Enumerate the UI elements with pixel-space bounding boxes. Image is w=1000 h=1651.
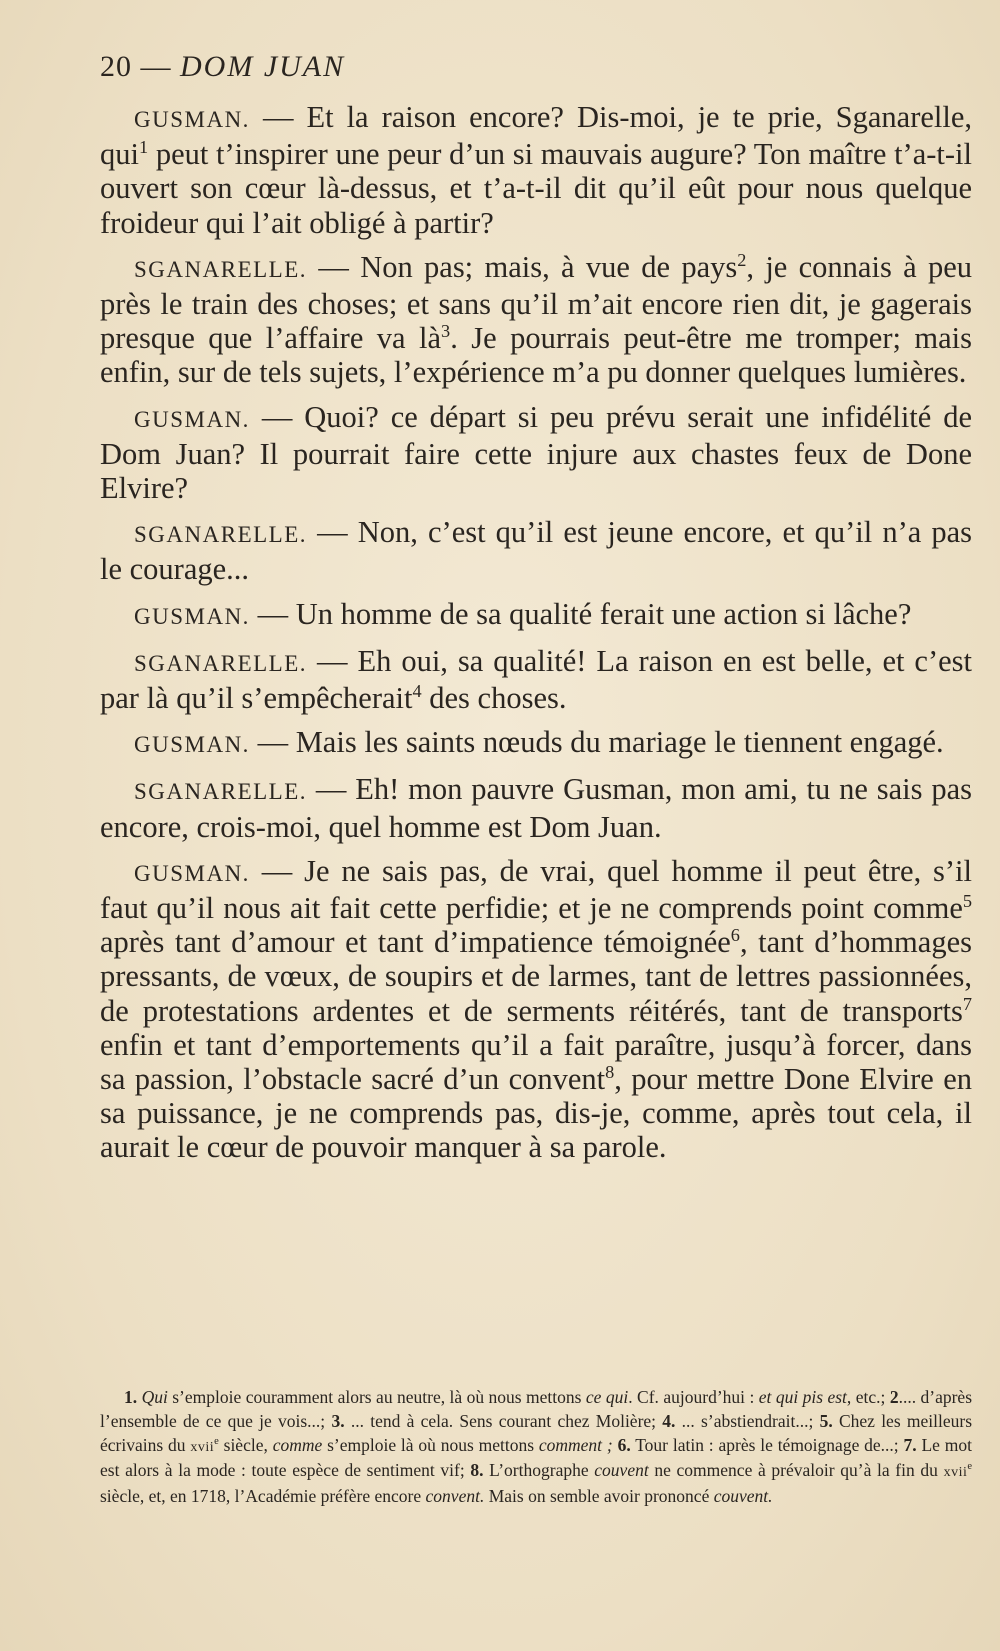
speech-dash: —	[261, 399, 293, 434]
footnote-ref: 5	[962, 890, 972, 911]
speech-dash: —	[317, 515, 348, 550]
play-text	[100, 100, 972, 1175]
speech-text: Mais les saints nœuds du mariage le tiennent engagé.	[295, 725, 944, 760]
footnote-number: 2	[889, 1387, 899, 1407]
speech-text: Eh! mon pauvre Gusman, mon ami, tu ne sais pas encore, crois-moi, quel homme est Dom Juan.	[100, 772, 972, 844]
footnote-text: ... s’abstiendrait...;	[675, 1410, 820, 1431]
speech	[100, 597, 972, 634]
footnote-term: convent.	[425, 1486, 485, 1507]
speech-dash: —	[262, 100, 294, 134]
footnote-term: comment ;	[538, 1434, 613, 1455]
footnote-text: Mais on semble avoir prononcé	[484, 1486, 714, 1507]
speech-text: , pour mettre Done Elvire en sa puissance, je ne comprends pas, dis-je, comme, après tout cela, il aurait le cœur de pouvoir manquer à sa parole.	[100, 1062, 973, 1165]
speech-text: après tant d’amour et tant d’impatience témoignée	[100, 925, 731, 960]
speaker-name: GUSMAN.	[134, 732, 250, 758]
speech-text: . Je pourrais peut-être me tromper; mais enfin, sur de tels sujets, l’expérience m’a pu donner quelques lumières.	[100, 321, 972, 390]
speech	[100, 772, 972, 843]
footnote-ref: 1	[138, 137, 149, 158]
century-numeral: xvii	[190, 1439, 215, 1455]
running-head	[100, 50, 345, 84]
footnote-ref: 6	[730, 925, 740, 946]
footnote-block	[100, 1386, 972, 1509]
speech-text: Je ne sais pas, de vrai, quel homme il peut être, s’il faut qu’il nous ait fait cette perfidie; et je ne comprends point comme	[100, 853, 972, 926]
footnote-term: couvent.	[713, 1486, 773, 1507]
speech-dash: —	[317, 643, 348, 678]
footnote-number: 1.	[124, 1387, 138, 1407]
speaker-name: SGANARELLE.	[134, 256, 308, 282]
speech-text: des choses.	[421, 681, 567, 716]
speech-dash: —	[315, 772, 347, 807]
footnotes	[100, 1386, 972, 1509]
footnote-text: ne commence à prévaloir qu’à la fin du	[648, 1460, 944, 1481]
speech	[100, 100, 972, 240]
speech-text: , tant d’hommages pressants, de vœux, de soupirs et de larmes, tant de lettres passionnées, de protestations ardentes et de serments réitérés, tant de transports	[100, 925, 972, 1028]
speech-text: Quoi? ce départ si peu prévu serait une infidélité de Dom Juan? Il pourrait faire cette injure aux chastes feux de Done Elvire?	[100, 399, 972, 506]
century-numeral: xvii	[943, 1465, 968, 1481]
speech-text: Non pas; mais, à vue de pays	[360, 249, 738, 284]
footnote-number: 3.	[331, 1410, 345, 1431]
running-head-separator: —	[140, 50, 172, 83]
footnote-term: Qui	[141, 1387, 168, 1407]
page-number: 20	[100, 50, 132, 83]
speech-text: peut t’inspirer une peur d’un si mauvais augure? Ton maître t’a-t-il ouvert son cœur là-dessus, et t’a-t-il dit qu’il eût pour nous quelque froideur qui l’ait obligé à partir?	[100, 137, 972, 240]
footnote-text: Tour latin : après le témoignage de...;	[630, 1434, 904, 1455]
footnote-ref: 8	[605, 1061, 615, 1082]
footnote-number: 5.	[819, 1410, 833, 1431]
speech	[100, 854, 972, 1165]
footnote-ref: 3	[441, 321, 451, 342]
footnote-ref: 7	[962, 993, 972, 1014]
speaker-name: SGANARELLE.	[134, 650, 308, 676]
speech-dash: —	[318, 249, 349, 284]
footnote-number: 7.	[903, 1434, 917, 1455]
footnote-text: .... d’après l’ensemble de ce que je vois...;	[100, 1387, 972, 1431]
speaker-name: GUSMAN.	[134, 603, 250, 629]
footnote-number: 6.	[617, 1434, 631, 1455]
footnote-term: et qui pis est	[758, 1387, 847, 1407]
speech	[100, 250, 972, 390]
running-head-title: DOM JUAN	[180, 50, 346, 83]
speaker-name: GUSMAN.	[134, 107, 250, 132]
footnote-text: s’emploie là où nous mettons	[322, 1434, 539, 1455]
speech-text: enfin et tant d’emportements qu’il a fait paraître, jusqu’à forcer, dans sa passion, l’obstacle sacré d’un convent	[100, 1027, 972, 1097]
century-suffix: e	[214, 1435, 219, 1447]
footnote-text: s’emploie couramment alors au neutre, là où nous mettons	[167, 1387, 586, 1407]
footnote-text: ... tend à cela. Sens courant chez Molière;	[344, 1410, 663, 1431]
footnote-text: . Cf. aujourd’hui :	[628, 1387, 759, 1407]
speech-dash: —	[257, 596, 289, 631]
speaker-name: SGANARELLE.	[134, 522, 308, 548]
speaker-name: SGANARELLE.	[134, 779, 308, 805]
speech-text: Et la raison encore? Dis-moi, je te prie, Sganarelle, qui	[100, 100, 973, 172]
speech-dash: —	[257, 725, 289, 760]
footnote-text: Chez les meilleurs écrivains du	[100, 1410, 973, 1455]
footnote-text: siècle, et, en 1718, l’Académie préfère encore	[100, 1486, 426, 1507]
footnote-ref: 4	[412, 680, 422, 701]
speech-text: Un homme de sa qualité ferait une action si lâche?	[295, 596, 912, 631]
footnote-term: couvent	[594, 1460, 649, 1481]
century-suffix: e	[967, 1461, 973, 1473]
speech	[100, 725, 972, 762]
speech-text: Eh oui, sa qualité! La raison en est belle, et c’est par là qu’il s’empêcherait	[100, 643, 973, 716]
speaker-name: GUSMAN.	[134, 860, 250, 886]
footnote-term: comme	[272, 1434, 323, 1455]
footnote-text: Le mot est alors à la mode : toute espèce de sentiment vif;	[100, 1434, 972, 1481]
speech-dash: —	[261, 853, 293, 888]
speaker-name: GUSMAN.	[134, 406, 250, 432]
footnote-ref: 2	[737, 249, 747, 270]
footnote-text: siècle,	[218, 1434, 273, 1455]
footnote-text: , etc.;	[846, 1387, 890, 1407]
footnote-number: 8.	[470, 1460, 484, 1481]
speech	[100, 515, 972, 586]
footnote-text: L’orthographe	[483, 1460, 595, 1481]
footnote-term: ce qui	[585, 1387, 629, 1407]
speech	[100, 400, 972, 506]
speech-text: Non, c’est qu’il est jeune encore, et qu’il n’a pas le courage...	[100, 515, 973, 587]
speech-text: , je connais à peu près le train des choses; et sans qu’il m’ait encore rien dit, je gagerais presque que l’affaire va là	[100, 249, 973, 356]
footnote-number: 4.	[662, 1410, 676, 1431]
speech	[100, 644, 972, 715]
